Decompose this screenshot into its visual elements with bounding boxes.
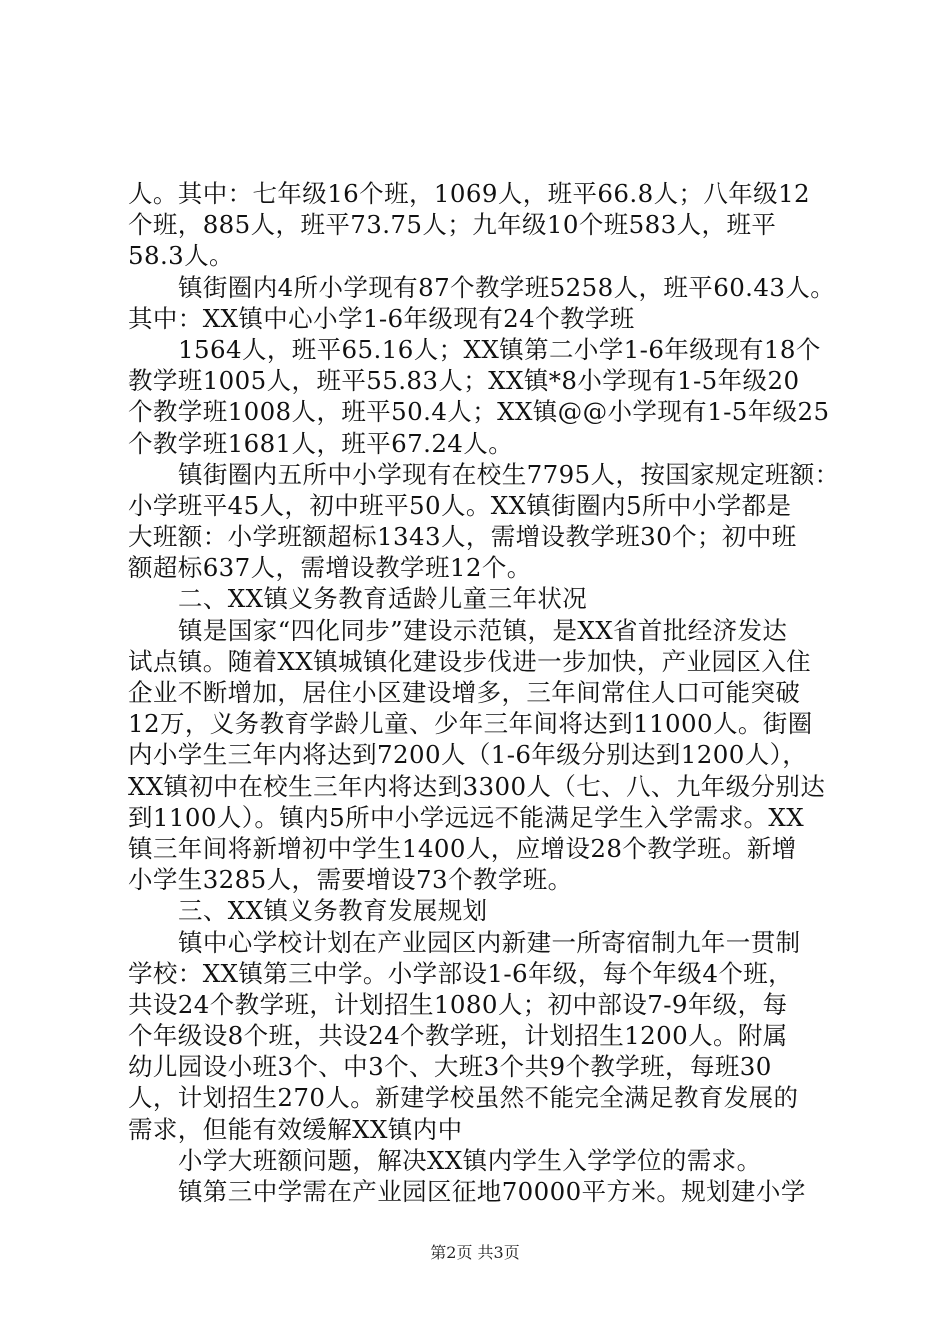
text-line: 小学大班额问题，解决XX镇内学生入学学位的需求。 — [178, 1145, 762, 1175]
text-line: 共设24个教学班，计划招生1080人；初中部设7-9年级，每 — [128, 989, 788, 1019]
text-line: 个教学班1008人，班平50.4人；XX镇@@小学现有1-5年级25 — [128, 397, 830, 427]
text-line: 到1100人）。镇内5所中小学远远不能满足学生入学需求。XX — [128, 802, 805, 832]
document-body — [128, 178, 840, 1207]
text-line: 镇三年间将新增初中学生1400人，应增设28个教学班。新增 — [128, 833, 797, 863]
text-line: XX镇初中在校生三年内将达到3300人（七、八、九年级分别达 — [128, 771, 826, 801]
text-line: 幼儿园设小班3个、中3个、大班3个共9个教学班，每班30 — [128, 1052, 772, 1082]
text-line: 人。其中：七年级16个班，1069人，班平66.8人；八年级12 — [128, 179, 811, 208]
text-line: 个班，885人，班平73.75人；九年级10个班583人，班平 — [128, 210, 777, 240]
text-line: 小学班平45人，初中班平50人。XX镇街圈内5所中小学都是 — [128, 490, 792, 520]
text-line: 其中：XX镇中心小学1-6年级现有24个教学班 — [128, 303, 635, 333]
text-line: 小学生3285人，需要增设73个教学班。 — [128, 865, 573, 895]
text-line: 人，计划招生270人。新建学校虽然不能完全满足教育发展的 — [128, 1083, 799, 1113]
text-line: 个年级设8个班，共设24个教学班，计划招生1200人。附属 — [128, 1021, 788, 1051]
text-line: 企业不断增加，居住小区建设增多，三年间常住人口可能突破 — [128, 678, 801, 707]
text-line: 12万，义务教育学龄儿童、少年三年间将达到11000人。街圈 — [128, 709, 813, 739]
text-line: 58.3人。 — [128, 241, 234, 271]
text-line: 镇第三中学需在产业园区征地70000平方米。规划建小学 — [178, 1177, 806, 1206]
page-footer: 第2页 共3页 — [430, 1243, 520, 1262]
text-line: 额超标637人，需增设教学班12个。 — [128, 553, 532, 583]
text-line: 学校：XX镇第三中学。小学部设1-6年级，每个年级4个班， — [128, 958, 794, 988]
text-line: 内小学生三年内将达到7200人（1-6年级分别达到1200人）， — [128, 740, 808, 770]
text-line: 试点镇。随着XX镇城镇化建设步伐进一步加快，产业园区入住 — [128, 646, 812, 676]
text-line: 镇街圈内4所小学现有87个教学班5258人，班平60.43人。 — [178, 272, 836, 302]
text-line: 需求，但能有效缓解XX镇内中 — [128, 1114, 463, 1144]
text-line: 教学班1005人，班平55.83人；XX镇*8小学现有1-5年级20 — [128, 366, 800, 396]
text-line: 镇中心学校计划在产业园区内新建一所寄宿制九年一贯制 — [178, 927, 801, 957]
text-line: 个教学班1681人，班平67.24人。 — [128, 428, 514, 458]
text-line: 大班额：小学班额超标1343人，需增设教学班30个；初中班 — [128, 522, 797, 552]
text-line: 三、XX镇义务教育发展规划 — [178, 896, 488, 926]
text-line: 镇是国家“四化同步”建设示范镇，是XX省首批经济发达 — [178, 615, 788, 645]
text-line: 镇街圈内五所中小学现有在校生7795人，按国家规定班额： — [178, 459, 840, 489]
text-line: 二、XX镇义务教育适龄儿童三年状况 — [178, 584, 588, 614]
text-line: 1564人，班平65.16人；XX镇第二小学1-6年级现有18个 — [178, 334, 821, 364]
